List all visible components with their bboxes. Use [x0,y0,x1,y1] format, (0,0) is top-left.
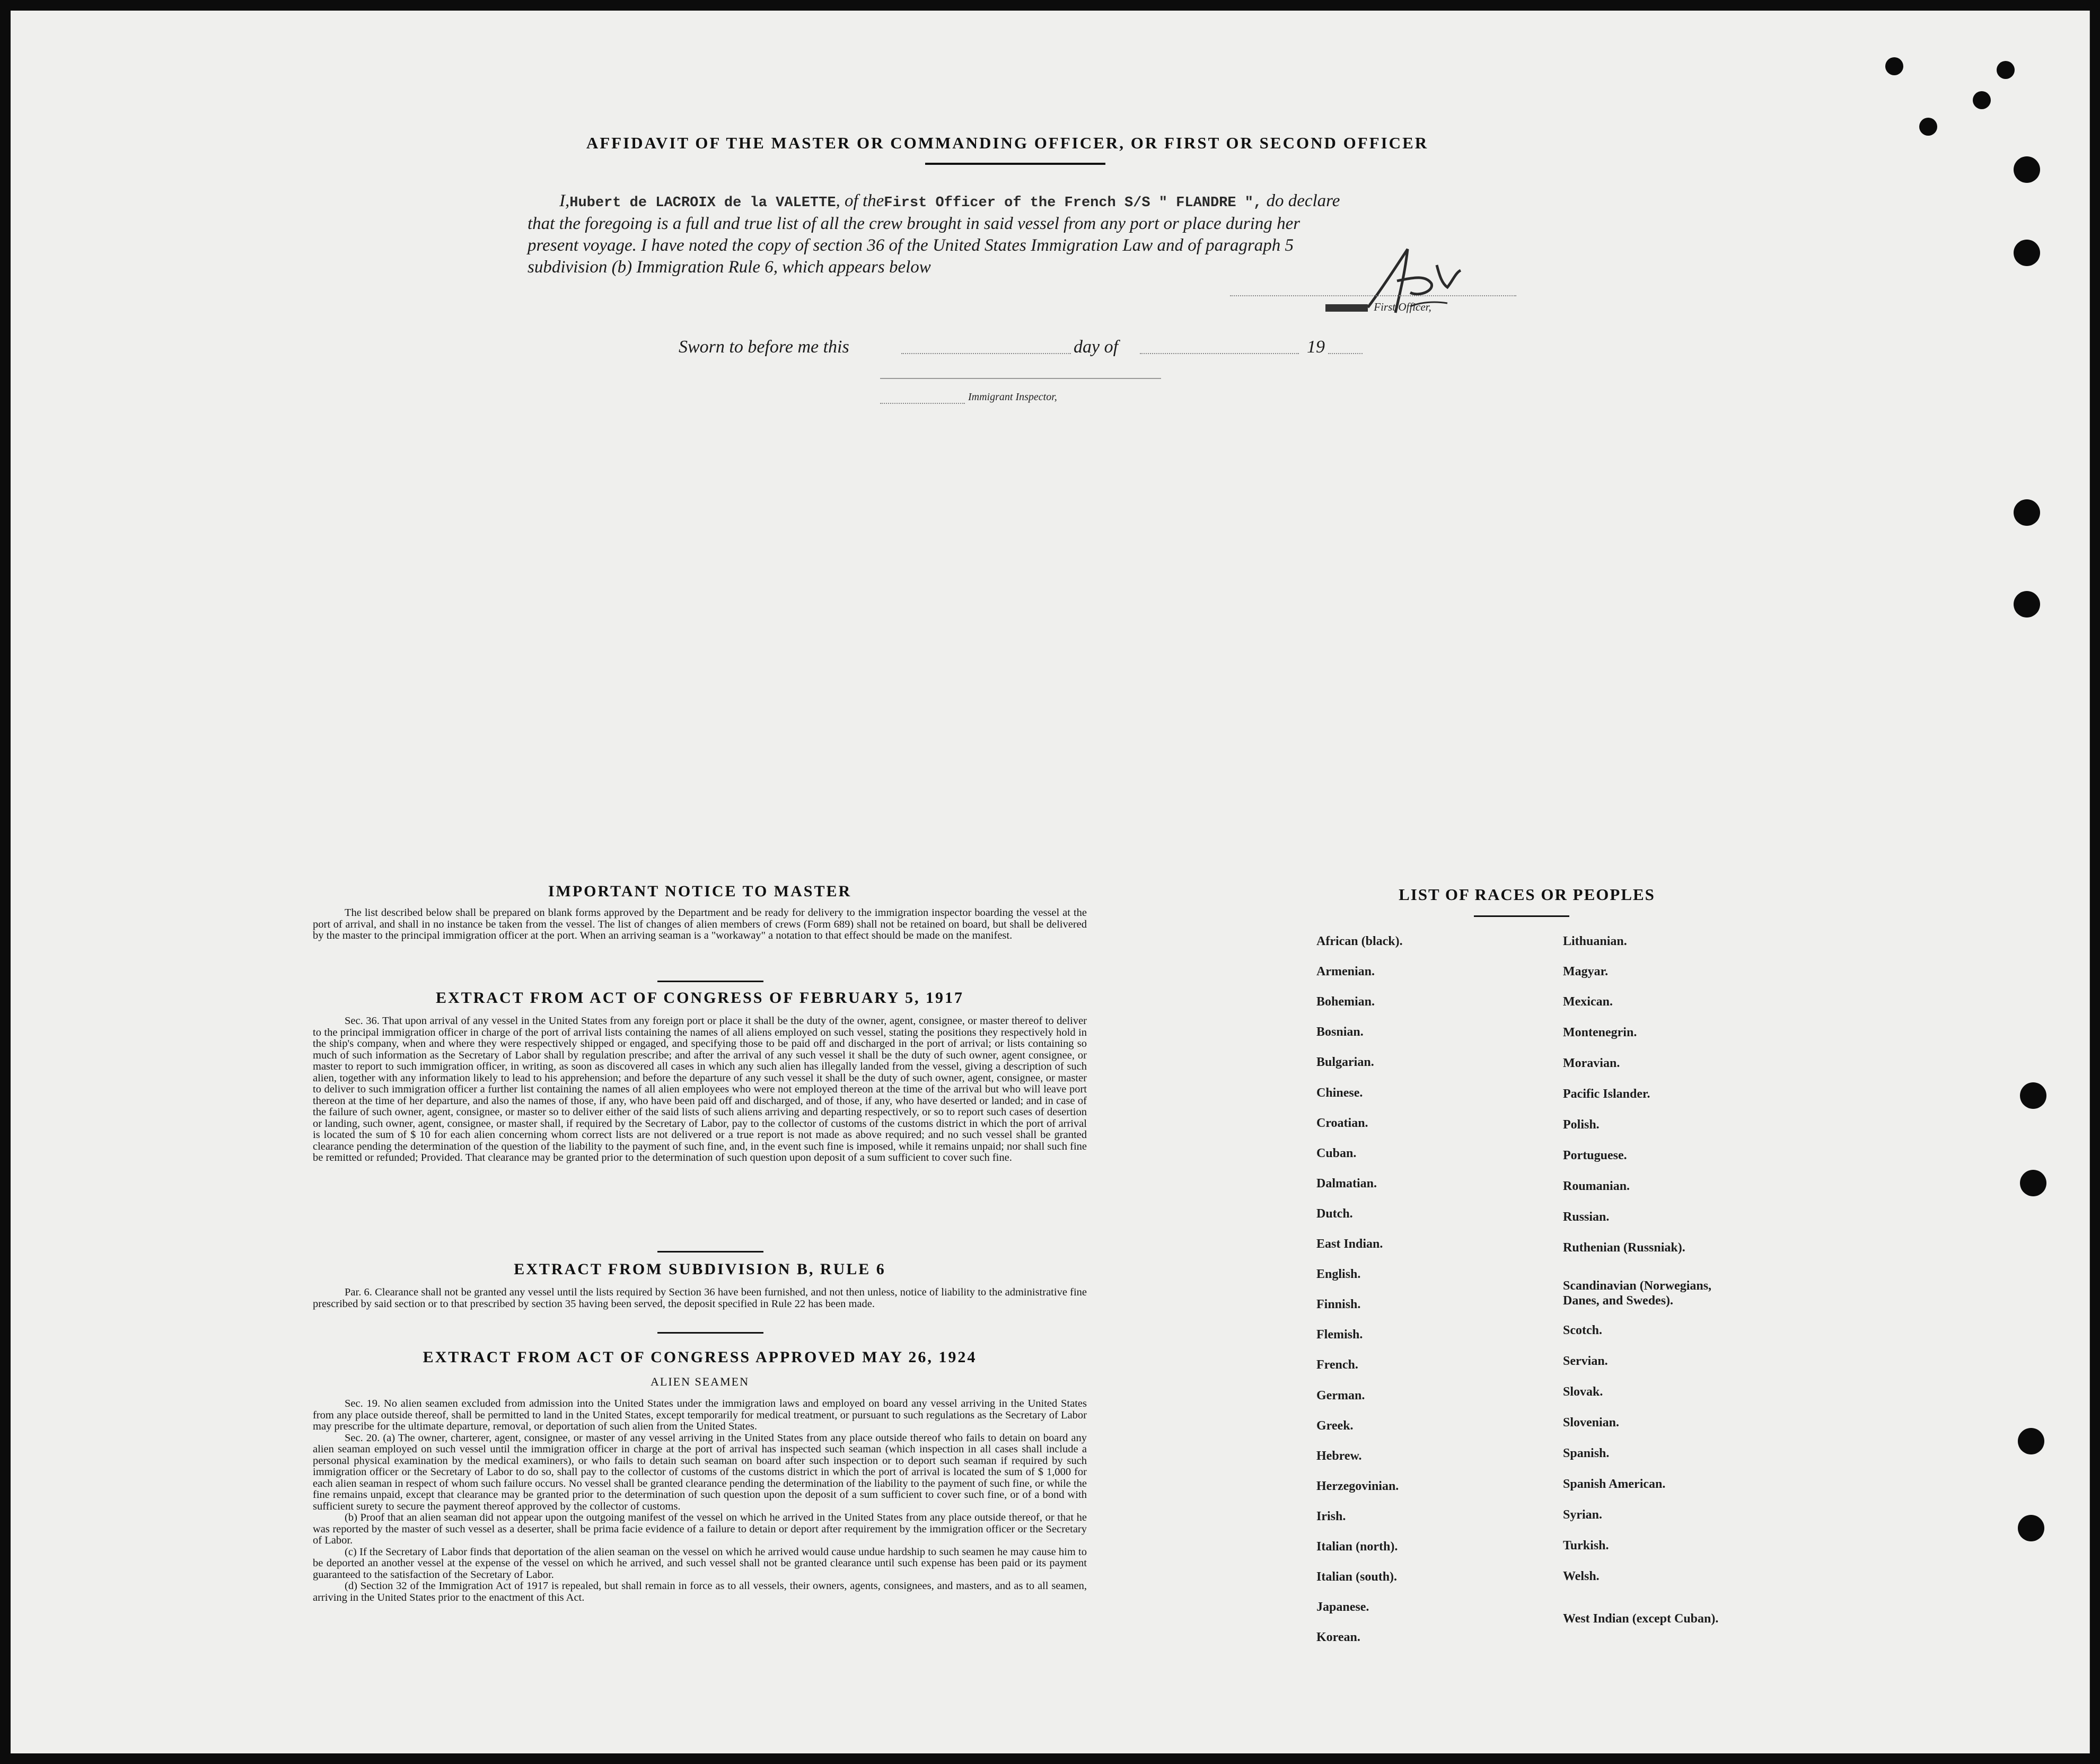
sworn-year-field[interactable] [1328,353,1363,354]
officer-name: Hubert de LACROIX de la VALETTE [569,195,836,211]
sworn-month-field[interactable] [1140,353,1299,354]
binder-hole [2014,499,2040,526]
binder-hole [2014,156,2040,183]
notice-divider [657,981,763,982]
race-item: Croatian. [1316,1116,1368,1130]
race-item: Spanish American. [1563,1477,1666,1491]
race-item: Bulgarian. [1316,1055,1374,1070]
race-item: Italian (south). [1316,1570,1398,1584]
signature-label-text: First Officer, [1374,301,1431,313]
races-title: LIST OF RACES OR PEOPLES [1399,885,1655,904]
extract3-paragraph: Sec. 19. No alien seamen excluded from admission into the United States under the immigration laws and employed on board any vessel arriving in the United States from any place outside thereof, shall be permitted to land in the United States, except temporarily for medical treatment, or pursuant to such regulations as the Secretary of Labor may prescribe for the ultimate departure, removal, or deportation of such alien from the United States. [313,1398,1087,1432]
binder-hole [2014,591,2040,618]
extract2-title: EXTRACT FROM SUBDIVISION B, RULE 6 [514,1260,886,1278]
extract3-title: EXTRACT FROM ACT OF CONGRESS APPROVED MAY 26, 1924 [423,1348,977,1366]
officer-position: First Officer of the French S/S " FLANDRE ", [884,195,1262,211]
declaration-line-2: that the foregoing is a full and true list of all the crew brought in said vessel from any port or place during her [528,214,1301,233]
declaration-line-4: subdivision (b) Immigration Rule 6, which appears below [528,258,931,277]
binder-hole [2020,1170,2046,1196]
race-item: Russian. [1563,1210,1610,1224]
race-item: Finnish. [1316,1298,1361,1312]
extract3-body [313,1398,1087,1603]
signature-line [1230,295,1516,296]
extract1-divider [657,1251,763,1253]
extract2-divider [657,1332,763,1334]
race-item: Ruthenian (Russniak). [1563,1241,1685,1255]
race-item: Herzegovinian. [1316,1479,1399,1493]
race-item: Portuguese. [1563,1149,1627,1162]
race-item: Moravian. [1563,1056,1620,1070]
extract2-body [313,1287,1087,1310]
extract3-subtitle: ALIEN SEAMEN [651,1375,749,1388]
declaration-line-3: present voyage. I have noted the copy of section 36 of the United States Immigration Law and of paragraph 5 [528,236,1294,255]
race-item: Magyar. [1563,965,1609,978]
race-item: Mexican. [1563,995,1613,1009]
inspector-label: Immigrant Inspector, [968,391,1057,403]
races-underline [1474,915,1569,917]
extract1-title: EXTRACT FROM ACT OF CONGRESS OF FEBRUARY 5, 1917 [435,989,964,1007]
race-item: Bohemian. [1316,995,1375,1009]
extract3-paragraph: (c) If the Secretary of Labor finds that deportation of the alien seaman on the vessel on which he arrived would cause undue hardship to such seamen he may cause him to be deported an another vessel at the expense of the vessel on which he arrived, and such vessel shall not be granted clearance until such expense has been paid or its payment guaranteed to the satisfaction of the Secretary of Labor. [313,1546,1087,1581]
binder-hole [1973,91,1991,109]
binder-hole [1997,61,2015,79]
extract3-paragraph: (d) Section 32 of the Immigration Act of 1917 is repealed, but shall remain in force as to all vessels, their owners, agents, consignees, and masters, and as to all seamen, arriving in the United States prior to the enactment of this Act. [313,1580,1087,1603]
race-item: Korean. [1316,1630,1360,1645]
binder-hole [2018,1428,2044,1454]
notice-body [313,907,1087,942]
race-item: Servian. [1563,1354,1608,1368]
race-item: Turkish. [1563,1539,1609,1553]
extract1-body [313,1016,1087,1164]
race-item: Lithuanian. [1563,934,1627,948]
race-item: Welsh. [1563,1569,1600,1583]
signature-label [1325,301,1431,314]
race-item: East Indian. [1316,1237,1383,1251]
notice-paragraph: The list described below shall be prepared on blank forms approved by the Department and be ready for delivery to the immigration inspector boarding the vessel at the port of arrival, and shall in no instance be taken from the vessel. The list of changes of alien members of crews (Form 689) shall not be retained on board, but shall be delivered by the master to the principal immigration officer at the port. When an arriving seaman is a "workaway" a notation to that effect should be made on the manifest. [313,907,1087,941]
binder-hole [2018,1515,2044,1541]
race-item: Japanese. [1316,1600,1369,1615]
inspector-top-rule [880,378,1161,379]
declaration-of-the: , of the [836,191,884,210]
title-underline [925,163,1105,165]
race-item: Armenian. [1316,965,1375,979]
race-item: Slovak. [1563,1385,1603,1399]
declaration-do-declare: do declare [1262,191,1340,210]
race-item: Slovenian. [1563,1416,1620,1430]
extract1-paragraph: Sec. 36. That upon arrival of any vessel in the United States from any foreign port or place it shall be the duty of the owner, agent, consignee, or master thereof to deliver to the principal immigration officer in charge of the port of arrival lists containing the names of all aliens employed on such vessel, stating the positions they respectively hold in the ship's company, when and where they were respectively shipped or engaged, and specifying those to be paid off and discharged in the port of arrival; or lists containing so much of such information as the Secretary of Labor shall by regulation prescribe; and after the arrival of any such vessel it shall be the duty of such owner, agent consignee, or master to report to such immigration officer, in writing, as soon as discovered all cases in which any such alien has illegally landed from the vessel, giving a description of such alien, together with any information likely to lead to his apprehension; and before the departure of any such vessel it shall be the duty of such owner, agent, consignee, or master to deliver to such immigration officer a further list containing the names of all alien employees who were not employed thereon at the time of the arrival but who will leave port thereon at the time of her departure, and also the names of those, if any, who have been paid off and discharged, and of those, if any, who have deserted or landed; and in case of the failure of such owner, agent, consignee, or master so to deliver either of the said lists of such aliens arriving and departing respectively, or so to report such cases of desertion or landing, such owner, agent, consignee, or master shall, if required by the Secretary of Labor, pay to the collector of customs of the customs district in which the port of arrival is located the sum of $ 10 for each alien concerning whom correct lists are not delivered or a true report is not made as above required; and no such vessel shall be granted clearance pending the determination of the question of the liability to the payment of such fine, and, in the event such fine is imposed, while it remains unpaid; nor shall such fine be remitted or refunded; Provided. That clearance may be granted prior to the determination of such question upon deposit of a sum sufficient to cover such fine. [313,1015,1087,1163]
affidavit-title: AFFIDAVIT OF THE MASTER OR COMMANDING OFFICER, OR FIRST OR SECOND OFFICER [586,134,1429,152]
race-item: Dalmatian. [1316,1176,1377,1190]
race-item: Spanish. [1563,1447,1610,1460]
binder-hole [1885,57,1903,75]
race-item: African (black). [1316,934,1403,948]
extract3-paragraph: Sec. 20. (a) The owner, charterer, agent, consignee, or master of any vessel arriving in the United States from any place outside thereof who fails to detain on board any alien seaman employed on such vessel until the immigration officer in charge at the port of arrival has inspected such seaman (which inspection in all cases shall include a personal physical examination by the medical examiners), or who fails to detain such seaman on board after such inspection or to deport such seaman if required by such immigration officer or the Secretary of Labor to do so, shall pay to the collector of customs of the customs district in which the port of arrival is located the sum of $ 1,000 for each alien seaman in respect of whom such failure occurs. No vessel shall be granted clearance pending the determination of the liability to the payment of such fine, or while the fine remains unpaid, except that clearance may be granted prior to the determination of such question upon the deposit of a sum sufficient to cover such fine, or of a bond with sufficient surety to secure the payment thereof approved by the collector of customs. [313,1432,1087,1512]
race-item: Montenegrin. [1563,1026,1637,1039]
race-item: German. [1316,1388,1365,1403]
race-item: Dutch. [1316,1206,1353,1221]
binder-hole [2014,240,2040,266]
race-item: Greek. [1316,1418,1354,1433]
race-item: Cuban. [1316,1146,1357,1160]
sworn-day-field[interactable] [901,353,1071,354]
extract2-paragraph: Par. 6. Clearance shall not be granted any vessel until the lists required by Section 36 have been furnished, and not then unless, notice of liability to the administrative fine prescribed by said section or to that prescribed by section 35 having been served, the deposit specified in Rule 22 has been made. [313,1286,1087,1310]
race-item: Syrian. [1563,1508,1603,1522]
inspector-signature-field[interactable] [880,403,965,404]
race-item: Irish. [1316,1509,1346,1523]
binder-hole [1919,118,1937,136]
sworn-label: Sworn to before me this [679,337,849,357]
race-item: Pacific Islander. [1563,1087,1650,1101]
race-item: French. [1316,1358,1358,1372]
race-item: Hebrew. [1316,1449,1362,1463]
race-item: Chinese. [1316,1086,1363,1100]
year-prefix: 19 [1307,337,1325,357]
struck-title [1325,304,1368,312]
race-item: Roumanian. [1563,1179,1630,1193]
race-item: Italian (north). [1316,1540,1398,1554]
race-item: Flemish. [1316,1328,1363,1342]
declaration-line-1 [559,191,1514,211]
race-item: Scandinavian (Norwegians, Danes, and Swedes). [1563,1279,1712,1308]
binder-hole [2020,1082,2046,1109]
day-of-label: day of [1074,337,1119,357]
extract3-paragraph: (b) Proof that an alien seaman did not appear upon the outgoing manifest of the vessel on which he arrived in the United States from any place outside thereof, or that he was reported by the master of such vessel as a deserter, shall be prima facie evidence of a failure to detain or deport after requirement by the immigration officer or the Secretary of Labor. [313,1512,1087,1546]
race-item: Bosnian. [1316,1025,1364,1039]
race-item: Scotch. [1563,1324,1602,1337]
declaration-prefix: I, [559,191,570,210]
race-item: Polish. [1563,1118,1600,1132]
notice-title: IMPORTANT NOTICE TO MASTER [548,883,852,900]
race-item: English. [1316,1267,1361,1282]
race-item: West Indian (except Cuban). [1563,1612,1719,1626]
